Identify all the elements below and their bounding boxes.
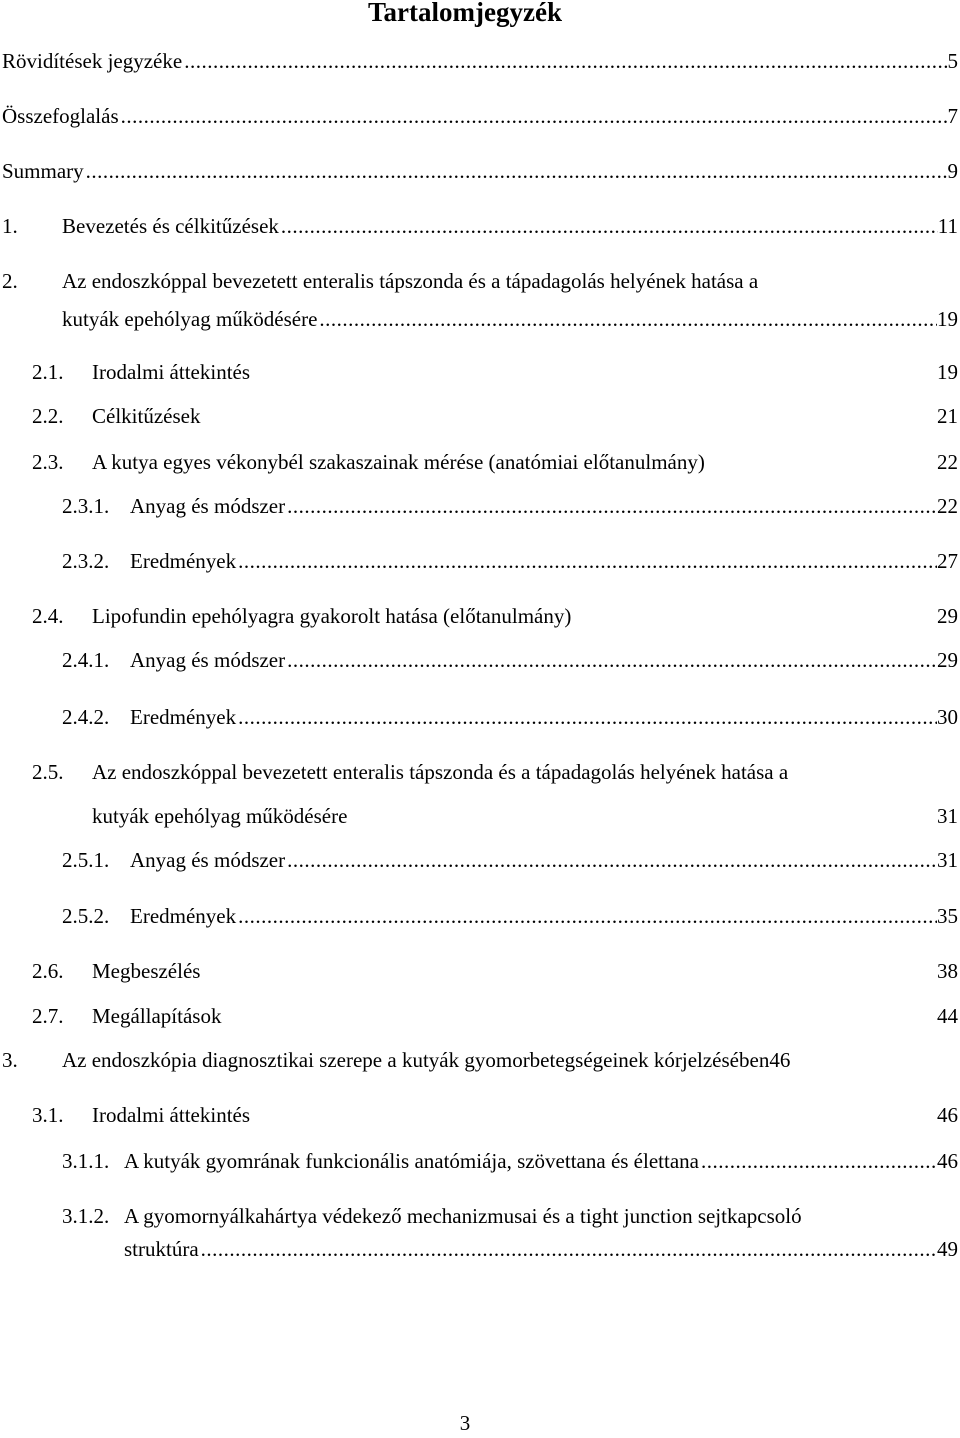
toc-entry-number: 2.3. (32, 450, 64, 474)
toc-entry-text: Az endoszkóppal bevezetett enteralis tápszonda és a tápadagolás helyének hatása a (62, 269, 759, 293)
toc-entry-page: 5 (947, 49, 958, 73)
toc-entry-page: 46 (769, 1048, 791, 1072)
toc-entry-number: 3.1.1. (62, 1149, 110, 1173)
toc-entry-text: Anyag és módszer (130, 648, 286, 672)
toc-entry-number: 2.7. (32, 1004, 64, 1028)
dot-leader (319, 304, 937, 334)
toc-entry-number: 2.5.2. (62, 904, 110, 928)
toc-entry-text: Összefoglalás (2, 104, 119, 128)
toc-entry-2-3-1[interactable] (62, 491, 958, 521)
toc-entry-text: Az endoszkóppal bevezetett enteralis tápszonda és a tápadagolás helyének hatása a (92, 760, 789, 784)
toc-entry-number: 2.4. (32, 604, 64, 628)
dot-leader (238, 702, 937, 732)
toc-entry-text: Irodalmi áttekintés (92, 1103, 251, 1127)
toc-entry-text: Célkitűzések (92, 404, 201, 428)
toc-entry-page: 38 (937, 959, 958, 983)
toc-entry-page: 46 (937, 1149, 958, 1173)
toc-entry-chapter-2[interactable] (2, 266, 758, 296)
toc-entry-3-1-2[interactable] (62, 1201, 802, 1231)
toc-entry-number: 2.1. (32, 360, 64, 384)
toc-entry-text: Megbeszélés (92, 959, 201, 983)
toc-entry-text-cont: kutyák epehólyag működésére (92, 804, 348, 828)
toc-entry-page: 9 (947, 159, 958, 183)
toc-entry-page: 21 (937, 404, 958, 428)
toc-entry-2-1[interactable] (32, 357, 958, 387)
toc-entry-2-5-cont[interactable] (92, 801, 958, 831)
toc-entry-text: Az endoszkópia diagnosztikai szerepe a kutyák gyomorbetegségeinek kórjelzésében (62, 1048, 770, 1072)
toc-entry-page: 7 (947, 104, 958, 128)
dot-leader (86, 156, 948, 186)
toc-entry-text: Eredmények (130, 549, 237, 573)
toc-entry-page: 49 (937, 1237, 958, 1261)
dot-leader (238, 901, 937, 931)
toc-entry-page: 22 (937, 494, 958, 518)
toc-entry-3-1-1[interactable] (62, 1146, 958, 1176)
toc-entry-number: 2.3.1. (62, 494, 110, 518)
toc-entry-number: 3. (2, 1048, 18, 1072)
toc-entry-number: 3.1.2. (62, 1204, 110, 1228)
dot-leader (281, 211, 938, 241)
toc-entry-page: 29 (937, 604, 958, 628)
toc-entry-page: 30 (937, 705, 958, 729)
toc-entry-number: 2.3.2. (62, 549, 110, 573)
dot-leader (287, 845, 937, 875)
toc-entry-number: 1. (2, 214, 18, 238)
toc-entry-2-4[interactable] (32, 601, 958, 631)
toc-entry-number: 3.1. (32, 1103, 64, 1127)
toc-entry-2-7[interactable] (32, 1001, 958, 1031)
toc-entry-chapter-2-cont[interactable] (62, 304, 958, 334)
toc-entry-2-4-2[interactable] (62, 702, 958, 732)
toc-entry-text-cont: struktúra (124, 1237, 199, 1261)
toc-entry-page: 19 (937, 360, 958, 384)
page-number: 3 (459, 1411, 471, 1435)
dot-leader (121, 101, 948, 131)
toc-entry-page: 31 (937, 804, 958, 828)
toc-entry-text: A kutyák gyomrának funkcionális anatómiája, szövettana és élettana (124, 1149, 699, 1173)
toc-entry-2-5-2[interactable] (62, 901, 958, 931)
toc-entry-2-3-2[interactable] (62, 546, 958, 576)
toc-entry-number: 2.4.1. (62, 648, 110, 672)
toc-entry-page: 46 (937, 1103, 958, 1127)
toc-entry-summary-hu[interactable] (2, 101, 958, 131)
toc-entry-text: Bevezetés és célkitűzések (62, 214, 279, 238)
toc-entry-text: Summary (2, 159, 84, 183)
toc-entry-text: Anyag és módszer (130, 494, 286, 518)
toc-entry-page: 31 (937, 848, 958, 872)
toc-entry-text: Rövidítések jegyzéke (2, 49, 183, 73)
toc-entry-page: 11 (937, 214, 958, 238)
toc-title: Tartalomjegyzék (368, 0, 562, 27)
toc-entry-page: 27 (937, 549, 958, 573)
toc-entry-page: 44 (937, 1004, 958, 1028)
toc-entry-3-1-2-cont[interactable] (124, 1234, 958, 1264)
toc-entry-text: Lipofundin epehólyagra gyakorolt hatása (előtanulmány) (92, 604, 572, 628)
toc-entry-text: Anyag és módszer (130, 848, 286, 872)
toc-entry-number: 2.5.1. (62, 848, 110, 872)
toc-entry-2-5-1[interactable] (62, 845, 958, 875)
toc-entry-text-cont: kutyák epehólyag működésére (62, 307, 318, 331)
toc-entry-summary-en[interactable] (2, 156, 958, 186)
toc-entry-text: Megállapítások (92, 1004, 222, 1028)
toc-entry-3-1[interactable] (32, 1100, 958, 1130)
toc-entry-text: Eredmények (130, 904, 237, 928)
toc-entry-text: A gyomornyálkahártya védekező mechanizmusai és a tight junction sejtkapcsoló (124, 1204, 802, 1228)
dot-leader (701, 1146, 937, 1176)
dot-leader (287, 491, 937, 521)
toc-entry-text: Eredmények (130, 705, 237, 729)
toc-entry-number: 2. (2, 269, 18, 293)
toc-entry-2-4-1[interactable] (62, 645, 958, 675)
toc-entry-chapter-1[interactable] (2, 211, 958, 241)
dot-leader (238, 546, 937, 576)
toc-entry-chapter-3[interactable] (2, 1045, 958, 1075)
toc-entry-abbreviations[interactable] (2, 46, 958, 76)
toc-entry-page: 29 (937, 648, 958, 672)
dot-leader (184, 46, 947, 76)
toc-entry-2-6[interactable] (32, 956, 958, 986)
toc-entry-2-5[interactable] (32, 757, 788, 787)
toc-entry-page: 35 (937, 904, 958, 928)
toc-entry-page: 19 (937, 307, 958, 331)
toc-entry-number: 2.2. (32, 404, 64, 428)
dot-leader (287, 645, 937, 675)
toc-entry-2-2[interactable] (32, 401, 958, 431)
toc-entry-text: A kutya egyes vékonybél szakaszainak mérése (anatómiai előtanulmány) (92, 450, 705, 474)
toc-entry-page: 22 (937, 450, 958, 474)
toc-entry-number: 2.5. (32, 760, 64, 784)
toc-entry-number: 2.6. (32, 959, 64, 983)
dot-leader (201, 1234, 937, 1264)
toc-entry-number: 2.4.2. (62, 705, 110, 729)
toc-entry-text: Irodalmi áttekintés (92, 360, 251, 384)
toc-entry-2-3[interactable] (32, 447, 958, 477)
